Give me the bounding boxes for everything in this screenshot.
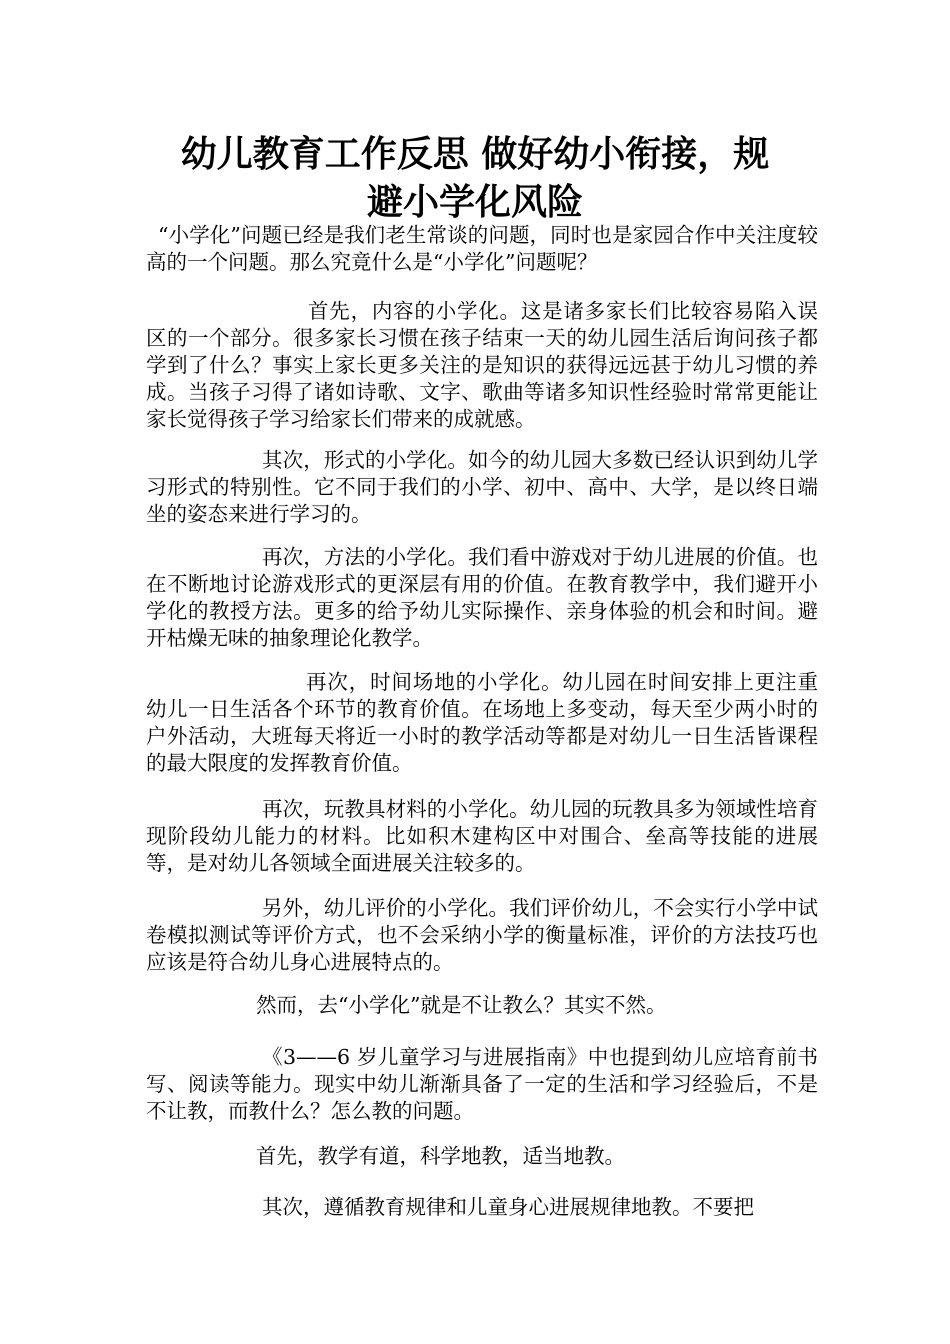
paragraph-5: 再次，时间场地的小学化。幼儿园在时间安排上更注重幼儿一日生活各个环节的教育价值。在场地上多变动，每天至少两小时的户外活动，大班每天将近一小时的教学活动等都是对幼儿一日生活皆课程的最大限度的发挥教育价值。: [146, 670, 818, 775]
paragraph-6: 再次，玩教具材料的小学化。幼儿园的玩教具多为领域性培育现阶段幼儿能力的材料。比如积木建构区中对围合、垒高等技能的进展等，是对幼儿各领域全面进展关注较多的。: [146, 797, 818, 875]
paragraph-1: “小学化”问题已经是我们老生常谈的问题，同时也是家园合作中关注度较高的一个问题。那么究竟什么是“小学化”问题呢？: [146, 223, 818, 274]
title-line-2: 避小学化风险: [366, 181, 583, 223]
paragraph-10: 首先，教学有道，科学地教，适当地教。: [256, 1144, 625, 1168]
paragraph-9: 《3——6 岁儿童学习与进展指南》中也提到幼儿应培育前书写、阅读等能力。现实中幼儿渐渐具备了一定的生活和学习经验后，不是不让教，而教什么？怎么教的问题。: [146, 1045, 818, 1123]
paragraph-3: 其次，形式的小学化。如今的幼儿园大多数已经认识到幼儿学习形式的特别性。它不同于我们的小学、初中、高中、大学，是以终日端坐的姿态来进行学习的。: [146, 448, 818, 526]
paragraph-8: 然而，去“小学化”就是不让教么？其实不然。: [256, 993, 667, 1017]
paragraph-2: 首先，内容的小学化。这是诸多家长们比较容易陷入误区的一个部分。很多家长习惯在孩子结束一天的幼儿园生活后询问孩子都学到了什么？事实上家长更多关注的是知识的获得远远甚于幼儿习惯的养成。当孩子习得了诸如诗歌、文字、歌曲等诸多知识性经验时常常更能让家长觉得孩子学习给家长们带来的成就感。: [146, 299, 818, 431]
document-title: [140, 130, 810, 226]
title-line-1: 幼儿教育工作反思 做好幼小衔接，规: [180, 133, 770, 175]
paragraph-7: 另外，幼儿评价的小学化。我们评价幼儿，不会实行小学中试卷模拟测试等评价方式，也不会采纳小学的衡量标准，评价的方法技巧也应该是符合幼儿身心进展特点的。: [146, 896, 818, 974]
paragraph-4: 再次，方法的小学化。我们看中游戏对于幼儿进展的价值。也在不断地讨论游戏形式的更深层有用的价值。在教育教学中，我们避开小学化的教授方法。更多的给予幼儿实际操作、亲身体验的机会和时间。避开枯燥无味的抽象理论化教学。: [146, 545, 818, 650]
paragraph-11: 其次，遵循教育规律和儿童身心进展规律地教。不要把: [262, 1195, 754, 1219]
